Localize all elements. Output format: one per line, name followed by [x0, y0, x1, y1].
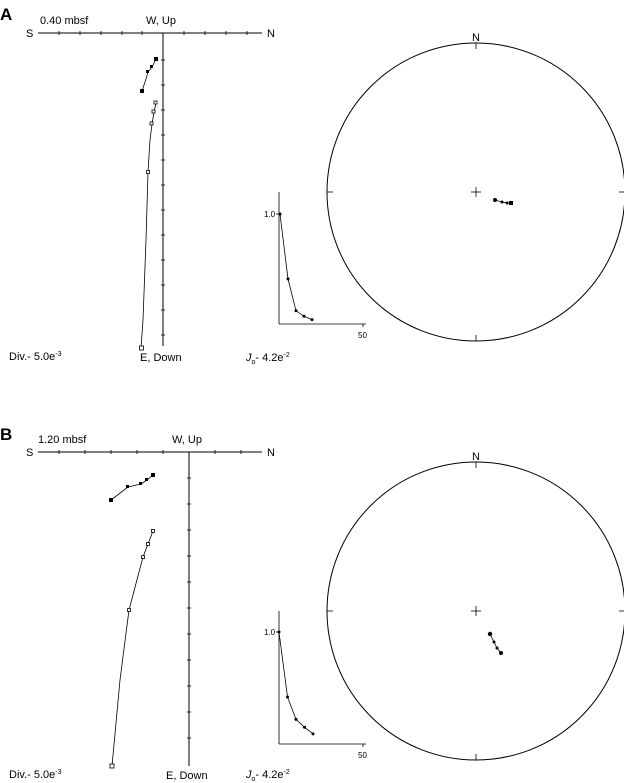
axis-label-north-b: N: [267, 447, 275, 459]
intensity-curve-a: [280, 214, 312, 320]
depth-label-b: 1.20 mbsf: [38, 434, 87, 446]
zijderveld-plot-a: [9, 15, 275, 364]
panel-letter-b: B: [0, 425, 13, 444]
stereonet-north-label-b: N: [472, 451, 480, 463]
stereonet-points-b: [488, 632, 503, 655]
intensity-y-tick-label-b: 1.0: [264, 628, 276, 637]
intensity-point: [279, 213, 282, 216]
axis-label-south-a: S: [26, 28, 34, 40]
axis-label-north-a: N: [267, 28, 275, 40]
intensity-points-b: [278, 631, 315, 736]
panel-a: [0, 5, 624, 366]
axis-label-up-a: W, Up: [146, 15, 176, 27]
intensity-point: [295, 718, 298, 721]
intensity-point: [303, 726, 306, 729]
horizontal-projection-points-b: [109, 473, 155, 502]
intensity-point: [311, 318, 314, 321]
axis-label-up-b: W, Up: [172, 434, 202, 446]
jo-label-b: $J_o-$ $4.2e^{-2}$: [246, 769, 290, 783]
axis-ticks-b: [59, 450, 241, 738]
zijderveld-plot-b: [9, 434, 275, 782]
intensity-point: [287, 277, 290, 280]
stereonet-path-b: [490, 634, 501, 653]
horizontal-projection-line-a: [142, 59, 156, 91]
axis-ticks-a: [59, 31, 247, 335]
intensity-points-a: [279, 213, 314, 322]
intensity-point: [295, 309, 298, 312]
intensity-point: [286, 695, 289, 698]
vertical-projection-points-a: [140, 101, 158, 350]
stereonet-north-label-a: N: [472, 32, 480, 44]
stereonet-points-a: [493, 198, 513, 205]
axis-label-down-b: E, Down: [166, 770, 208, 782]
intensity-y-tick-label-a: 1.0: [264, 210, 276, 219]
axis-label-south-b: S: [26, 447, 34, 459]
depth-label-a: 0.40 mbsf: [40, 15, 89, 27]
vertical-projection-points-b: [110, 530, 155, 769]
axis-label-down-a: E, Down: [140, 352, 182, 364]
division-label-b: Div.- $5.0e^{-3}$: [9, 769, 62, 781]
intensity-point: [312, 732, 315, 735]
intensity-plot-a: [245, 192, 367, 366]
panel-b: [0, 425, 624, 783]
stereonet-a: [327, 32, 624, 341]
intensity-plot-b: [245, 611, 367, 783]
stereonet-b: [327, 451, 624, 760]
vertical-projection-line-a: [141, 103, 156, 348]
division-label-a: Div.- $5.0e^{-3}$: [9, 351, 62, 363]
intensity-x-tick-label-b: 50: [358, 751, 367, 760]
jo-label-a: $J_o-$ $4.2e^{-2}$: [246, 352, 290, 366]
intensity-point: [278, 631, 281, 634]
intensity-point: [303, 315, 306, 318]
vertical-projection-line-b: [112, 531, 153, 766]
panel-letter-a: A: [0, 5, 13, 24]
intensity-x-tick-label-a: 50: [358, 331, 367, 340]
horizontal-projection-points-a: [140, 57, 158, 93]
